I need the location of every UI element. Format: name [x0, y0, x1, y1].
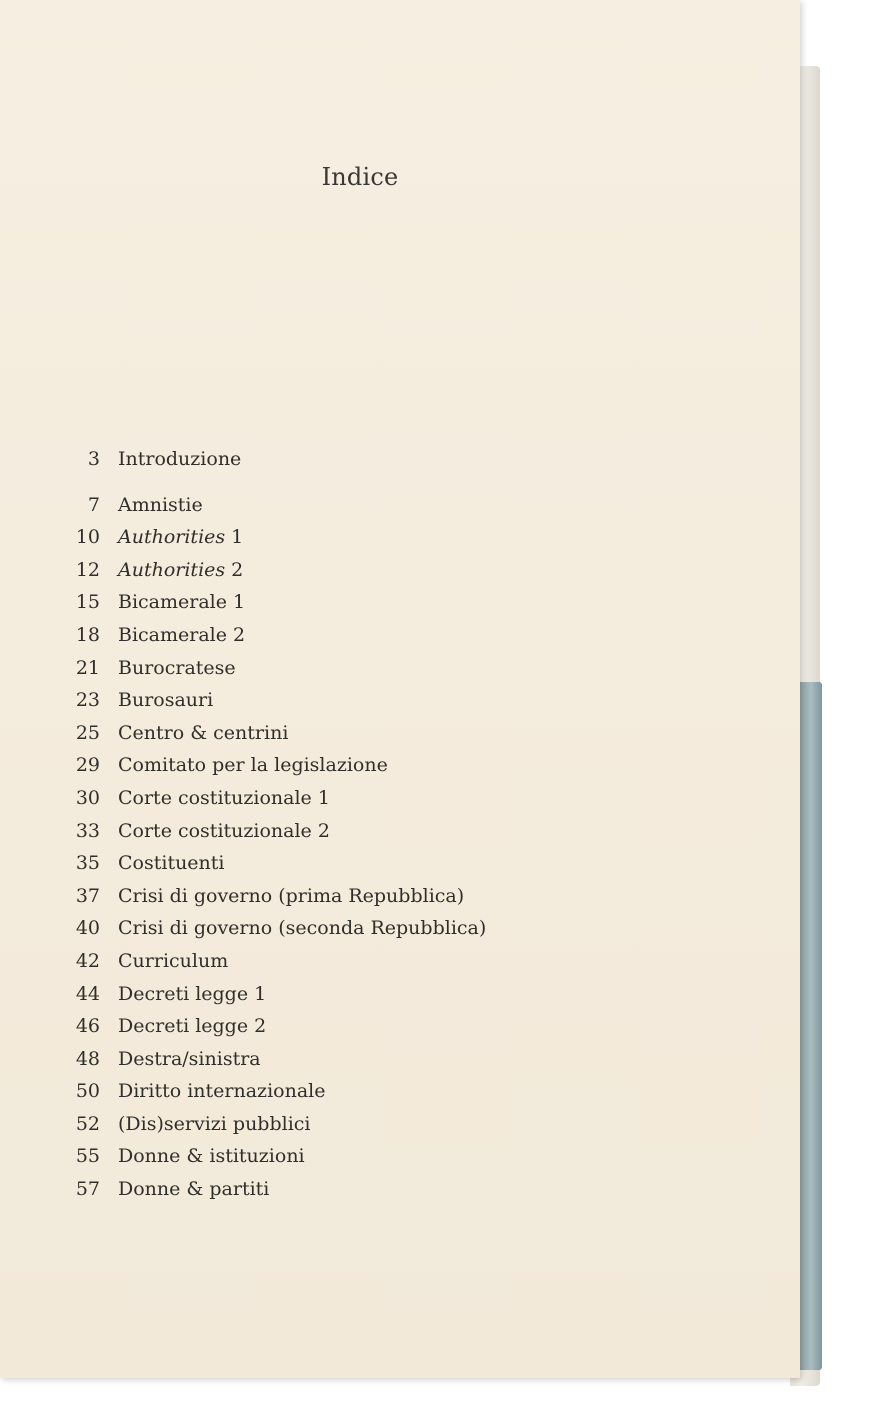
toc-entry-title-italic: Authorities [118, 526, 226, 549]
toc-entry-title: (Dis)servizi pubblici [118, 1112, 311, 1135]
table-of-contents [60, 448, 700, 1211]
toc-entry-title: Bicamerale 1 [118, 591, 246, 614]
toc-page-number: 42 [75, 949, 100, 972]
toc-entry [60, 624, 700, 657]
toc-entry [60, 950, 700, 983]
toc-page-number: 7 [87, 493, 100, 516]
toc-entry [60, 1015, 700, 1048]
toc-entry-title: Burocratese [118, 656, 236, 679]
toc-entry [60, 754, 700, 787]
toc-page-number: 44 [75, 982, 100, 1005]
toc-entry [60, 820, 700, 853]
toc-entry [60, 1048, 700, 1081]
toc-entry [60, 1080, 700, 1113]
toc-page-number: 48 [75, 1047, 100, 1070]
toc-page-number: 52 [75, 1112, 100, 1135]
toc-page-number: 46 [75, 1015, 100, 1038]
toc-page-number: 25 [75, 721, 100, 744]
toc-page-number: 57 [75, 1178, 100, 1201]
toc-entry-title: Centro & centrini [118, 721, 289, 744]
toc-entry [60, 657, 700, 690]
toc-entry-title [118, 526, 243, 548]
toc-entry [60, 591, 700, 624]
toc-entry-title: Decreti legge 1 [118, 982, 267, 1005]
toc-entry-title-italic: Authorities [118, 558, 226, 581]
toc-entry-title: Bicamerale 2 [118, 623, 246, 646]
toc-entry [60, 689, 700, 722]
toc-entry-title-suffix: 1 [225, 526, 244, 549]
toc-page-number: 21 [75, 656, 100, 679]
toc-entry-title: Introduzione [118, 448, 242, 470]
toc-entry-title: Curriculum [118, 949, 229, 972]
toc-entry-title: Burosauri [118, 689, 214, 712]
toc-entry [60, 494, 700, 527]
toc-entry [60, 787, 700, 820]
toc-entry [60, 526, 700, 559]
toc-entry-title-suffix: 2 [225, 558, 244, 581]
toc-page-number: 3 [87, 448, 100, 470]
toc-entry-title: Costituenti [118, 852, 225, 875]
toc-page-number: 30 [75, 786, 100, 809]
toc-entry-title [118, 559, 243, 581]
toc-page-number: 10 [75, 526, 100, 549]
toc-entry [60, 885, 700, 918]
toc-page-number: 50 [75, 1080, 100, 1103]
toc-entry-title: Decreti legge 2 [118, 1015, 267, 1038]
toc-entry [60, 1145, 700, 1178]
toc-entry-title: Comitato per la legislazione [118, 754, 388, 777]
toc-entry-title: Crisi di governo (seconda Repubblica) [118, 917, 487, 940]
toc-entry [60, 1178, 700, 1211]
toc-page-number: 15 [75, 591, 100, 614]
toc-page-number: 12 [75, 558, 100, 581]
toc-page-number: 55 [75, 1145, 100, 1168]
toc-page-number: 23 [75, 689, 100, 712]
toc-page-number: 37 [75, 884, 100, 907]
toc-entry-title: Amnistie [118, 493, 203, 516]
toc-entry [60, 917, 700, 950]
toc-entry [60, 983, 700, 1016]
toc-page-number: 29 [75, 754, 100, 777]
page-title: Indice [321, 163, 399, 191]
toc-entry [60, 559, 700, 592]
toc-entry-title: Corte costituzionale 2 [118, 819, 330, 842]
toc-entry [60, 852, 700, 885]
toc-entry-title: Crisi di governo (prima Repubblica) [118, 884, 465, 907]
toc-entry-title: Corte costituzionale 1 [118, 786, 330, 809]
toc-entry-title: Donne & partiti [118, 1178, 270, 1201]
toc-entry-title: Destra/sinistra [118, 1047, 261, 1070]
toc-page-number: 40 [75, 917, 100, 940]
toc-page-number: 35 [75, 852, 100, 875]
toc-entry-title: Donne & istituzioni [118, 1145, 305, 1168]
toc-entry [60, 448, 700, 481]
toc-entry-title: Diritto internazionale [118, 1080, 326, 1103]
book-cover-edge [800, 682, 822, 1370]
toc-page-number: 33 [75, 819, 100, 842]
toc-entry [60, 722, 700, 755]
toc-entry [60, 1113, 700, 1146]
toc-page-number: 18 [75, 623, 100, 646]
